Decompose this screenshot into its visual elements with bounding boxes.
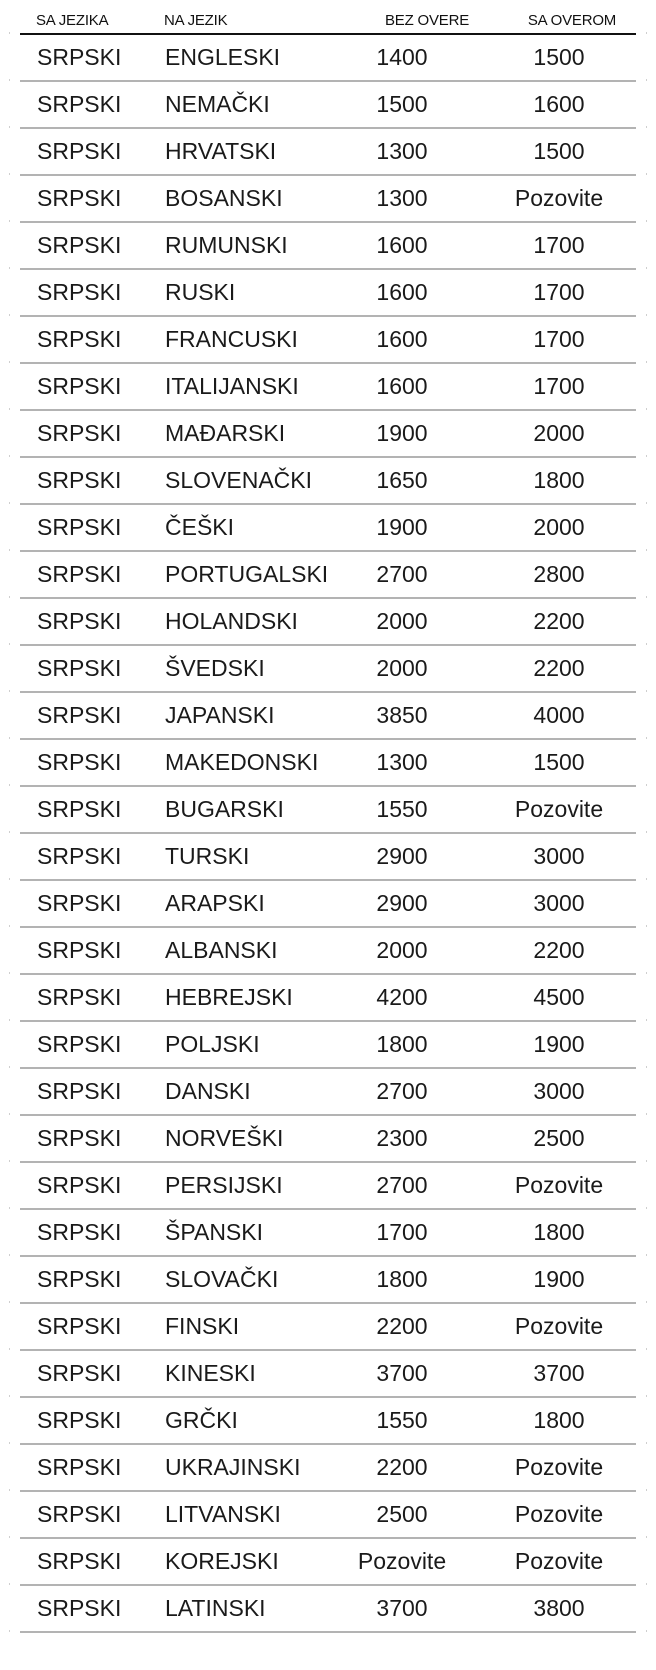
cell-price-without-certification: 1300 [376,185,428,211]
cell-price-with-certification: 4000 [533,702,585,728]
cell-price-with-certification: Pozovite [514,796,604,822]
cell-to-language: ENGLESKI [165,44,281,70]
cell-price-without-certification: 1650 [376,467,428,493]
header-from-language: SA JEZIKA [36,12,109,29]
cell-price-without-certification: 2200 [376,1454,428,1480]
cell-to-language: NORVEŠKI [165,1125,284,1151]
cell-from-language: SRPSKI [37,91,122,117]
cell-to-language: BOSANSKI [165,185,283,211]
cell-from-language: SRPSKI [37,1454,122,1480]
cell-from-language: SRPSKI [37,420,122,446]
cell-price-with-certification: 2500 [533,1125,585,1151]
header-without-certification: BEZ OVERE [384,12,470,29]
cell-price-with-certification: 1500 [533,138,585,164]
header-with-certification: SA OVEROM [527,12,617,29]
cell-price-without-certification: 2900 [376,843,428,869]
table-row [20,317,636,364]
cell-price-with-certification: Pozovite [514,1313,604,1339]
table-row [20,129,636,176]
cell-price-with-certification: 1900 [533,1266,585,1292]
cell-to-language: DANSKI [165,1078,251,1104]
cell-price-with-certification: 1800 [533,467,585,493]
cell-price-without-certification: 1800 [376,1031,428,1057]
cell-from-language: SRPSKI [37,373,122,399]
cell-price-without-certification: 3700 [376,1595,428,1621]
cell-to-language: ARAPSKI [165,890,265,916]
cell-price-without-certification: 1900 [376,514,428,540]
left-dotted-border [9,32,10,1670]
cell-from-language: SRPSKI [37,514,122,540]
table-row [20,35,636,82]
cell-to-language: GRČKI [165,1407,238,1433]
cell-to-language: HEBREJSKI [165,984,293,1010]
cell-price-with-certification: 2200 [533,937,585,963]
table-row [20,1163,636,1210]
cell-to-language: SLOVAČKI [165,1266,279,1292]
cell-price-with-certification: 1800 [533,1219,585,1245]
table-row [20,552,636,599]
cell-to-language: JAPANSKI [165,702,275,728]
cell-to-language: PORTUGALSKI [165,561,329,587]
cell-from-language: SRPSKI [37,749,122,775]
cell-to-language: MAĐARSKI [165,420,286,446]
cell-from-language: SRPSKI [37,1407,122,1433]
table-row [20,1586,636,1633]
cell-to-language: KOREJSKI [165,1548,279,1574]
cell-price-with-certification: 1800 [533,1407,585,1433]
cell-price-without-certification: 2000 [376,937,428,963]
cell-price-without-certification: 3700 [376,1360,428,1386]
cell-price-without-certification: 1550 [376,1407,428,1433]
cell-price-without-certification: 2700 [376,1078,428,1104]
cell-price-without-certification: 1300 [376,138,428,164]
table-row [20,176,636,223]
cell-from-language: SRPSKI [37,937,122,963]
cell-price-with-certification: 2800 [533,561,585,587]
cell-from-language: SRPSKI [37,796,122,822]
cell-from-language: SRPSKI [37,843,122,869]
cell-price-without-certification: 1600 [376,232,428,258]
cell-to-language: PERSIJSKI [165,1172,283,1198]
cell-price-with-certification: 4500 [533,984,585,1010]
cell-to-language: MAKEDONSKI [165,749,319,775]
cell-price-without-certification: 1900 [376,420,428,446]
cell-from-language: SRPSKI [37,561,122,587]
cell-price-with-certification: 1900 [533,1031,585,1057]
cell-from-language: SRPSKI [37,1595,122,1621]
table-row [20,599,636,646]
cell-price-without-certification: 1800 [376,1266,428,1292]
cell-from-language: SRPSKI [37,1360,122,1386]
table-row [20,1257,636,1304]
table-row [20,975,636,1022]
cell-from-language: SRPSKI [37,326,122,352]
cell-from-language: SRPSKI [37,608,122,634]
cell-to-language: ŠPANSKI [165,1219,263,1245]
cell-price-with-certification: 1600 [533,91,585,117]
cell-to-language: ČEŠKI [165,514,235,540]
cell-price-without-certification: 2500 [376,1501,428,1527]
cell-price-without-certification: 1600 [376,373,428,399]
table-row [20,82,636,129]
cell-price-with-certification: Pozovite [514,1172,604,1198]
cell-to-language: ITALIJANSKI [165,373,299,399]
cell-price-with-certification: 3000 [533,890,585,916]
table-row [20,364,636,411]
cell-from-language: SRPSKI [37,1313,122,1339]
table-row [20,1304,636,1351]
table-row [20,1069,636,1116]
table-row [20,787,636,834]
cell-to-language: BUGARSKI [165,796,284,822]
cell-price-without-certification: 2700 [376,561,428,587]
cell-price-without-certification: 1600 [376,326,428,352]
cell-price-with-certification: 1700 [533,326,585,352]
cell-to-language: SLOVENAČKI [165,467,312,493]
cell-to-language: ŠVEDSKI [165,655,265,681]
table-row [20,1351,636,1398]
cell-price-with-certification: 2200 [533,655,585,681]
cell-price-without-certification: 4200 [376,984,428,1010]
table-row [20,881,636,928]
table-row [20,646,636,693]
table-body [20,35,636,1633]
cell-price-without-certification: 1550 [376,796,428,822]
header-to-language: NA JEZIK [164,12,228,29]
cell-price-without-certification: 1600 [376,279,428,305]
cell-price-with-certification: 1500 [533,749,585,775]
cell-to-language: POLJSKI [165,1031,260,1057]
table-row [20,458,636,505]
table-row [20,740,636,787]
cell-from-language: SRPSKI [37,1548,122,1574]
cell-to-language: LITVANSKI [165,1501,281,1527]
cell-from-language: SRPSKI [37,467,122,493]
cell-price-with-certification: 1700 [533,232,585,258]
cell-to-language: ALBANSKI [165,937,278,963]
table-row [20,1398,636,1445]
cell-from-language: SRPSKI [37,44,122,70]
cell-price-with-certification: Pozovite [514,1454,604,1480]
cell-from-language: SRPSKI [37,702,122,728]
table-row [20,834,636,881]
cell-price-with-certification: 1700 [533,373,585,399]
table-row [20,693,636,740]
table-row [20,1210,636,1257]
cell-price-with-certification: 2200 [533,608,585,634]
cell-price-without-certification: 2000 [376,608,428,634]
cell-price-without-certification: 1300 [376,749,428,775]
table-row [20,270,636,317]
cell-from-language: SRPSKI [37,138,122,164]
cell-price-without-certification: 2300 [376,1125,428,1151]
table-row [20,223,636,270]
table-row [20,1445,636,1492]
cell-to-language: HOLANDSKI [165,608,298,634]
table-header [20,0,636,35]
table-row [20,928,636,975]
table-row [20,411,636,458]
right-dotted-border [646,32,647,1670]
cell-price-with-certification: 1700 [533,279,585,305]
cell-price-with-certification: 1500 [533,44,585,70]
cell-price-with-certification: Pozovite [514,1548,604,1574]
cell-from-language: SRPSKI [37,232,122,258]
cell-from-language: SRPSKI [37,984,122,1010]
cell-price-with-certification: 2000 [533,420,585,446]
table-row [20,1022,636,1069]
cell-from-language: SRPSKI [37,1031,122,1057]
cell-price-without-certification: 2000 [376,655,428,681]
cell-from-language: SRPSKI [37,1501,122,1527]
cell-from-language: SRPSKI [37,185,122,211]
cell-from-language: SRPSKI [37,1125,122,1151]
cell-to-language: NEMAČKI [165,91,270,117]
cell-price-without-certification: Pozovite [357,1548,447,1574]
cell-from-language: SRPSKI [37,279,122,305]
price-table [20,0,636,1633]
cell-to-language: KINESKI [165,1360,256,1386]
cell-price-without-certification: 1500 [376,91,428,117]
cell-price-with-certification: 2000 [533,514,585,540]
cell-price-without-certification: 1400 [376,44,428,70]
cell-to-language: TURSKI [165,843,250,869]
table-row [20,1116,636,1163]
cell-price-with-certification: Pozovite [514,1501,604,1527]
cell-to-language: UKRAJINSKI [165,1454,301,1480]
cell-price-with-certification: 3000 [533,843,585,869]
cell-to-language: FRANCUSKI [165,326,298,352]
cell-from-language: SRPSKI [37,1172,122,1198]
cell-price-with-certification: 3700 [533,1360,585,1386]
table-row [20,505,636,552]
cell-price-without-certification: 2200 [376,1313,428,1339]
cell-to-language: LATINSKI [165,1595,266,1621]
cell-to-language: RUMUNSKI [165,232,288,258]
table-row [20,1539,636,1586]
cell-to-language: RUSKI [165,279,236,305]
table-row [20,1492,636,1539]
cell-from-language: SRPSKI [37,890,122,916]
cell-price-without-certification: 2700 [376,1172,428,1198]
cell-from-language: SRPSKI [37,1219,122,1245]
cell-from-language: SRPSKI [37,1078,122,1104]
cell-price-with-certification: 3000 [533,1078,585,1104]
cell-price-without-certification: 3850 [376,702,428,728]
cell-price-without-certification: 1700 [376,1219,428,1245]
cell-to-language: HRVATSKI [165,138,277,164]
cell-price-without-certification: 2900 [376,890,428,916]
cell-from-language: SRPSKI [37,1266,122,1292]
cell-price-with-certification: 3800 [533,1595,585,1621]
cell-from-language: SRPSKI [37,655,122,681]
cell-price-with-certification: Pozovite [514,185,604,211]
cell-to-language: FINSKI [165,1313,240,1339]
